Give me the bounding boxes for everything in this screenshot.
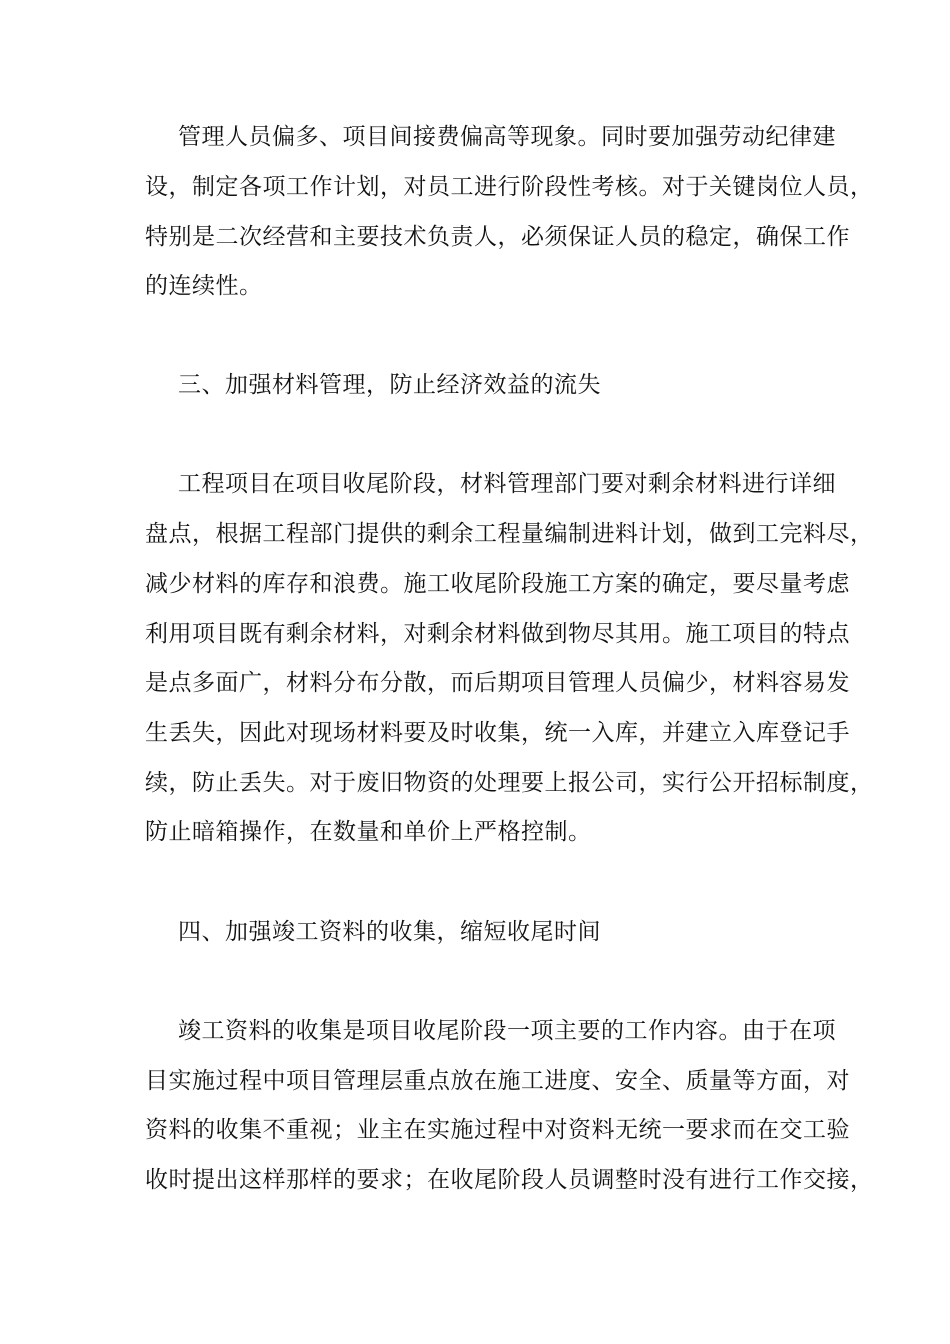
paragraph-2-line-1: 工程项目在项目收尾阶段，材料管理部门要对剩余材料进行详细 <box>178 471 836 497</box>
paragraph-2-line-3: 减少材料的库存和浪费。施工收尾阶段施工方案的确定，要尽量考虑 <box>145 571 850 597</box>
paragraph-3-line-2: 目实施过程中项目管理层重点放在施工进度、安全、质量等方面，对 <box>145 1068 850 1094</box>
paragraph-2-line-6: 生丢失，因此对现场材料要及时收集，统一入库，并建立入库登记手 <box>145 720 850 746</box>
paragraph-2-line-5: 是点多面广，材料分布分散，而后期项目管理人员偏少，材料容易发 <box>145 670 850 696</box>
section-heading-3: 三、加强材料管理，防止经济效益的流失 <box>178 372 601 398</box>
paragraph-1-line-2: 设，制定各项工作计划，对员工进行阶段性考核。对于关键岗位人员， <box>145 174 874 200</box>
paragraph-2-line-8: 防止暗箱操作，在数量和单价上严格控制。 <box>145 819 592 845</box>
paragraph-3-line-4: 收时提出这样那样的要求；在收尾阶段人员调整时没有进行工作交接， <box>145 1167 874 1193</box>
paragraph-3-line-1: 竣工资料的收集是项目收尾阶段一项主要的工作内容。由于在项 <box>178 1018 836 1044</box>
paragraph-2-line-7: 续，防止丢失。对于废旧物资的处理要上报公司，实行公开招标制度， <box>145 770 874 796</box>
paragraph-1-line-1: 管理人员偏多、项目间接费偏高等现象。同时要加强劳动纪律建 <box>178 124 836 150</box>
paragraph-1-line-4: 的连续性。 <box>145 273 263 299</box>
paragraph-2-line-2: 盘点，根据工程部门提供的剩余工程量编制进料计划，做到工完料尽， <box>145 521 874 547</box>
paragraph-1-line-3: 特别是二次经营和主要技术负责人，必须保证人员的稳定，确保工作 <box>145 224 850 250</box>
section-heading-4: 四、加强竣工资料的收集，缩短收尾时间 <box>178 919 601 945</box>
paragraph-2-line-4: 利用项目既有剩余材料，对剩余材料做到物尽其用。施工项目的特点 <box>145 621 850 647</box>
paragraph-3-line-3: 资料的收集不重视；业主在实施过程中对资料无统一要求而在交工验 <box>145 1117 850 1143</box>
